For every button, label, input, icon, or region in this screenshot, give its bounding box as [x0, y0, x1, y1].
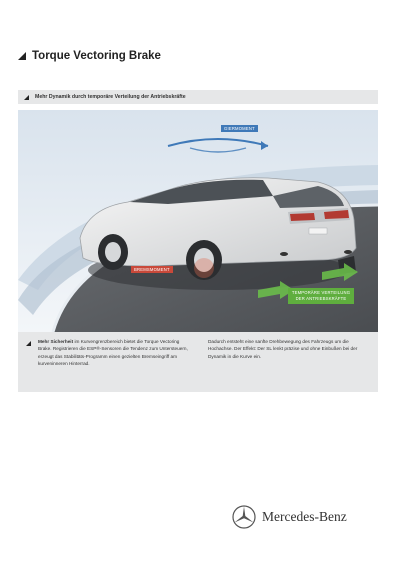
brand-name: Mercedes-Benz: [262, 509, 347, 524]
triangle-bullet-icon: [18, 52, 26, 60]
info-text-right: Dadurch entsteht eine sanfte Drehbewegung des Fahrzeugs um die Hochachse. Der Effekt: Der SL lenkt präzise und ohne Einbußen bei der Dynamik in die Kurve ein.: [208, 339, 358, 359]
triangle-bullet-icon: [26, 341, 31, 346]
page-title: Torque Vectoring Brake: [32, 50, 161, 62]
info-panel: [18, 332, 378, 392]
yaw-moment-label: GIERMOMENT: [221, 125, 258, 132]
page-header: [18, 50, 161, 62]
info-body-left: im Kurvengrenzbereich bietet die Torque Vectoring Brake. Registrieren die ESP®-Sensoren die Tendenz zum Untersteuern, erzeugt das Stabilitäts-Programm einen gezielten Bremseingriff am kurveninneren Hinterrad.: [38, 339, 188, 367]
mercedes-star-icon: [232, 505, 256, 529]
car-illustration: [18, 110, 378, 332]
subtitle-bar: [18, 90, 378, 104]
distribution-label: TEMPORÄRE VERTEILUNG DER ANTRIEBSKRÄFTE: [288, 288, 354, 304]
subtitle: Mehr Dynamik durch temporäre Verteilung der Antriebskräfte: [35, 94, 186, 100]
info-text-left: [38, 338, 188, 368]
info-bold-lead: Mehr Sicherheit: [38, 339, 74, 344]
brake-moment-label: BREMSMOMENT: [131, 266, 173, 273]
brand-logo: [232, 505, 347, 529]
triangle-bullet-icon: [24, 95, 29, 100]
